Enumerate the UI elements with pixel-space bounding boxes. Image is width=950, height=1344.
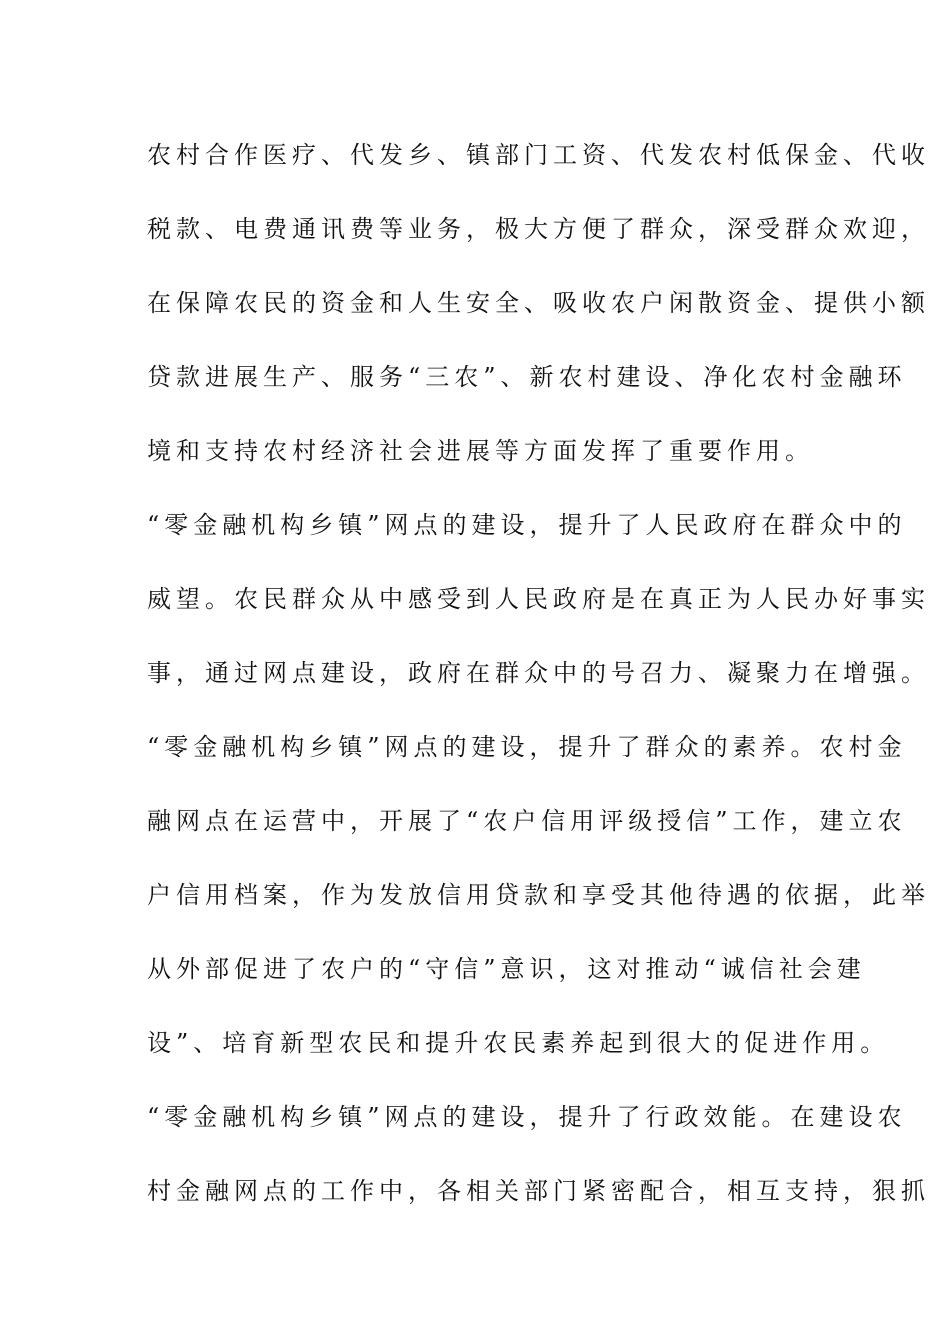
text-line: 融网点在运营中，开展了“农户信用评级授信”工作，建立农 [147, 807, 907, 835]
text-line: 贷款进展生产、服务“三农”、新农村建设、净化农村金融环 [147, 363, 907, 391]
text-line: 威望。农民群众从中感受到人民政府是在真正为人民办好事实 [147, 585, 930, 613]
text-line: “零金融机构乡镇”网点的建设，提升了群众的素养。农村金 [147, 733, 907, 761]
body-text [147, 128, 930, 1238]
text-line: 设”、培育新型农民和提升农民素养起到很大的促进作用。 [147, 1029, 890, 1057]
text-line: 户信用档案，作为发放信用贷款和享受其他待遇的依据，此举 [147, 881, 930, 909]
text-line: 从外部促进了农户的“守信”意识，这对推动“诚信社会建 [147, 955, 866, 983]
text-line: “零金融机构乡镇”网点的建设，提升了行政效能。在建设农 [147, 1103, 907, 1131]
text-line: “零金融机构乡镇”网点的建设，提升了人民政府在群众中的 [147, 511, 907, 539]
text-line: 境和支持农村经济社会进展等方面发挥了重要作用。 [147, 437, 814, 465]
text-line: 在保障农民的资金和人生安全、吸收农户闲散资金、提供小额 [147, 289, 930, 317]
text-line: 税款、电费通讯费等业务，极大方便了群众，深受群众欢迎， [147, 215, 930, 243]
text-line: 村金融网点的工作中，各相关部门紧密配合，相互支持，狠抓 [147, 1177, 930, 1205]
text-line: 事，通过网点建设，政府在群众中的号召力、凝聚力在增强。 [147, 659, 930, 687]
text-line: 农村合作医疗、代发乡、镇部门工资、代发农村低保金、代收 [147, 141, 930, 169]
